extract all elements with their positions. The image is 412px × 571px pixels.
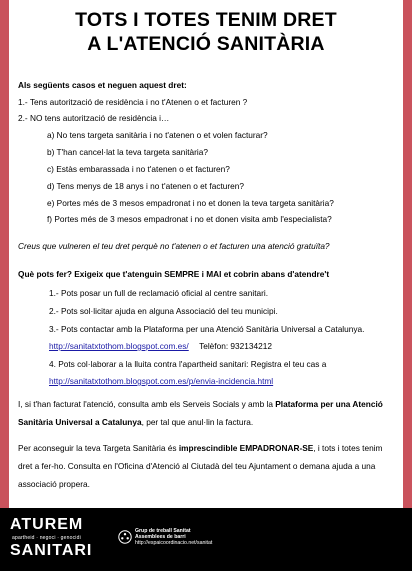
logo-mid-text: apartheid · negoci · genocidi <box>12 535 81 541</box>
title-line-1: TOTS I TOTES TENIM DRET <box>75 9 337 31</box>
subcase-b: b) T'han cancel·lat la teva targeta sanitària? <box>47 147 209 157</box>
intro-text: Als següents casos et neguen aquest dret: <box>18 80 187 90</box>
platform-link[interactable]: http://sanitatxtothom.blogspot.com.es/ <box>49 341 189 351</box>
group-line-1: Grup de treball Sanitat <box>135 528 191 534</box>
action-1: 1.- Pots posar un full de reclamació oficial al centre sanitari. <box>49 288 269 298</box>
what-to-do-heading: Què pots fer? Exigeix que t'atenguin SEMPRE i MAI et cobrin abans d'atendre't <box>18 269 330 279</box>
incidence-link[interactable]: http://sanitatxtothom.blogspot.com.es/p/envia-incidencia.html <box>49 376 274 386</box>
action-2: 2.- Pots sol·licitar ajuda en alguna Associació del teu municipi. <box>49 306 278 316</box>
card-paragraph <box>18 439 386 493</box>
case-1: 1.- Tens autorització de residència i no t'Atenen o et facturen ? <box>18 97 248 107</box>
billed-platform: Plataforma per una Atenció Sanitària Universal a Catalunya <box>18 399 383 427</box>
question-text: Creus que vulneren el teu dret perquè no t'atenen o et facturen una atenció gratuïta? <box>18 241 330 251</box>
card-empadronar: imprescindible EMPADRONAR-SE <box>178 443 314 453</box>
case-2: 2.- NO tens autorització de residència i… <box>18 113 170 123</box>
action-3-contact <box>49 341 272 351</box>
title-line-2: A L'ATENCIÓ SANITÀRIA <box>87 33 325 55</box>
footer-bar <box>0 508 412 571</box>
subcase-f: f) Portes més de 3 mesos empadronat i no et donen visita amb l'especialista? <box>47 214 332 224</box>
logo-top-text: ATUREM <box>10 516 84 533</box>
aturem-logo <box>10 516 102 564</box>
billed-part1: I, si t'han facturat l'atenció, consulta amb els Serveis Socials y amb la <box>18 399 276 409</box>
billed-paragraph <box>18 395 386 431</box>
group-info <box>135 528 212 546</box>
document-title <box>9 8 403 56</box>
action-4: 4. Pots col·laborar a la lluita contra l'apartheid sanitari: Registra el teu cas a <box>49 359 327 369</box>
card-part1: Per aconseguir la teva Targeta Sanitària és <box>18 443 179 453</box>
subcase-a: a) No tens targeta sanitària i no t'atenen o et volen facturar? <box>47 130 268 140</box>
document-sheet <box>9 0 403 508</box>
billed-part2: , per tal que anul·lin la factura. <box>141 417 254 427</box>
subcase-c: c) Estàs embarassada i no t'atenen o et facturen? <box>47 164 230 174</box>
action-3: 3.- Pots contactar amb la Plataforma per una Atenció Sanitària Universal a Catalunya. <box>49 324 365 334</box>
subcase-d: d) Tens menys de 18 anys i no t'atenen o et facturen? <box>47 181 244 191</box>
card-part2: , i tots i totes tenim dret a fer-ho. Consulta en l'Oficina d'Atenció al Ciutadà del teu Ajuntament o demana ajuda a una associació propera. <box>18 443 383 489</box>
group-line-2: Assemblees de barri <box>135 534 186 540</box>
phone-number: Telèfon: 932134212 <box>199 341 272 351</box>
logo-bottom-text: SANITARI <box>10 542 93 559</box>
group-line-3[interactable]: http://espaicoordinacio.net/sanitat <box>135 540 213 546</box>
action-4-link-row <box>49 376 273 386</box>
subcase-e: e) Portes més de 3 mesos empadronat i no et donen la teva targeta sanitària? <box>47 198 334 208</box>
assembly-logo-icon <box>118 530 132 544</box>
